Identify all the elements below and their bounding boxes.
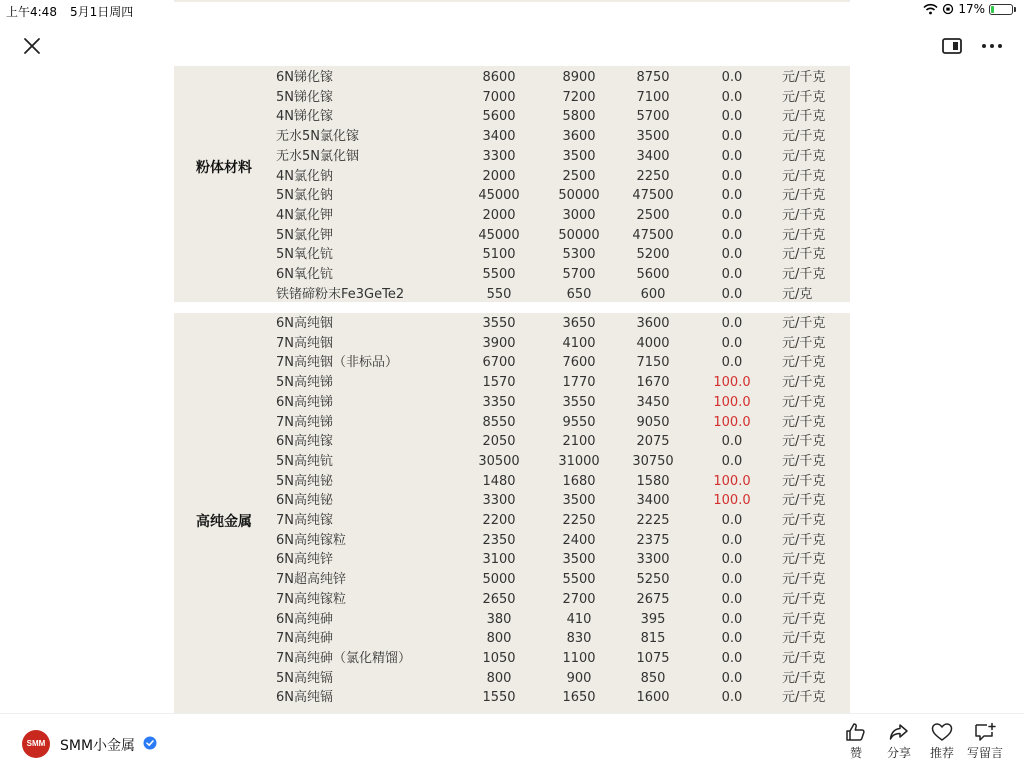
price-unit: 元/千克 xyxy=(782,572,826,588)
product-name: 无水5N氯化镓 xyxy=(276,129,359,145)
price-high: 4100 xyxy=(562,335,596,351)
product-name: 5N锑化镓 xyxy=(276,89,333,105)
price-avg: 5200 xyxy=(636,247,670,263)
product-name: 7N高纯锑 xyxy=(276,414,333,430)
price-unit: 元/千克 xyxy=(782,129,826,145)
price-high: 2500 xyxy=(562,168,596,184)
price-high: 5500 xyxy=(562,572,596,588)
price-unit: 元/千克 xyxy=(782,473,826,489)
price-avg: 3600 xyxy=(636,316,670,331)
product-name: 4N氯化钠 xyxy=(276,168,333,184)
price-change: 0.0 xyxy=(721,611,743,627)
product-name: 铁锗碲粉末Fe3GeTe2 xyxy=(276,286,405,302)
top-navigation xyxy=(0,20,1024,70)
product-name: 6N高纯锑 xyxy=(276,394,333,410)
price-change: 0.0 xyxy=(721,148,743,164)
product-name: 5N氧化钪 xyxy=(276,247,333,263)
table-row xyxy=(174,393,850,413)
price-change: 0.0 xyxy=(721,316,743,331)
price-avg: 3300 xyxy=(636,552,670,568)
price-unit: 元/千克 xyxy=(782,375,826,391)
table-row xyxy=(174,186,850,206)
price-high: 650 xyxy=(566,286,592,302)
price-low: 800 xyxy=(486,670,512,686)
price-unit: 元/千克 xyxy=(782,109,826,125)
product-name: 7N高纯砷 xyxy=(276,631,333,647)
account-name[interactable]: SMM小金属 xyxy=(60,738,136,754)
table-row xyxy=(174,491,850,511)
product-name: 6N高纯镓 xyxy=(276,434,333,450)
price-avg: 3400 xyxy=(636,148,670,164)
price-avg: 1670 xyxy=(636,375,670,391)
product-name: 5N高纯镉 xyxy=(276,670,333,686)
price-avg: 5600 xyxy=(636,267,670,282)
price-avg: 850 xyxy=(640,670,666,686)
price-unit: 元/千克 xyxy=(782,611,826,627)
price-high: 2250 xyxy=(562,513,596,528)
price-high: 2700 xyxy=(562,591,596,607)
price-unit: 元/千克 xyxy=(782,207,826,223)
table-row xyxy=(174,167,850,187)
table-row xyxy=(174,649,850,669)
price-high: 410 xyxy=(566,611,592,627)
price-avg: 47500 xyxy=(632,227,674,243)
category-label: 粉体材料 xyxy=(196,160,252,176)
price-unit: 元/千克 xyxy=(782,690,826,706)
price-unit: 元/千克 xyxy=(782,650,826,666)
price-unit: 元/千克 xyxy=(782,414,826,430)
price-unit: 元/千克 xyxy=(782,670,826,686)
price-high: 1770 xyxy=(562,375,596,391)
price-low: 7000 xyxy=(482,89,516,105)
price-low: 2650 xyxy=(482,591,516,607)
product-name: 7N超高纯锌 xyxy=(276,572,346,588)
price-avg: 7100 xyxy=(636,89,670,105)
price-low: 8600 xyxy=(482,70,516,85)
more-options-button[interactable] xyxy=(978,34,1006,58)
table-row xyxy=(174,590,850,610)
section-high-purity-metals xyxy=(174,313,850,713)
price-unit: 元/克 xyxy=(782,286,813,302)
price-change: 0.0 xyxy=(721,690,743,706)
table-row xyxy=(174,334,850,354)
product-name: 7N高纯砷（氯化精馏） xyxy=(276,650,411,666)
price-low: 3400 xyxy=(482,129,516,145)
product-name: 7N高纯铟 xyxy=(276,335,333,351)
price-low: 5600 xyxy=(482,109,516,125)
price-change: 0.0 xyxy=(721,109,743,125)
price-avg: 815 xyxy=(640,631,666,647)
price-high: 50000 xyxy=(558,227,600,243)
price-change: 0.0 xyxy=(721,207,743,223)
price-change: 0.0 xyxy=(721,591,743,607)
price-low: 2000 xyxy=(482,168,516,184)
price-change: 0.0 xyxy=(721,355,743,371)
price-unit: 元/千克 xyxy=(782,513,826,528)
comment-button[interactable] xyxy=(963,722,1007,761)
price-high: 50000 xyxy=(558,188,600,204)
product-name: 5N氯化钠 xyxy=(276,188,333,204)
product-name: 6N氧化钪 xyxy=(276,267,333,282)
account-avatar[interactable]: SMM xyxy=(22,730,50,758)
price-avg: 7150 xyxy=(636,355,670,371)
table-row xyxy=(174,206,850,226)
share-label: 分享 xyxy=(886,746,911,760)
price-high: 5800 xyxy=(562,109,596,125)
product-name: 6N锑化镓 xyxy=(276,70,333,85)
price-avg: 1600 xyxy=(636,690,670,706)
price-unit: 元/千克 xyxy=(782,148,826,164)
price-avg: 8750 xyxy=(636,70,670,85)
price-low: 3350 xyxy=(482,394,516,410)
price-high: 5700 xyxy=(562,267,596,282)
price-change: 0.0 xyxy=(721,188,743,204)
price-low: 8550 xyxy=(482,414,516,430)
wifi-icon xyxy=(923,3,938,15)
price-unit: 元/千克 xyxy=(782,316,826,331)
price-avg: 3500 xyxy=(636,129,670,145)
price-avg: 1580 xyxy=(636,473,670,489)
product-name: 6N高纯镓粒 xyxy=(276,532,346,548)
price-low: 1570 xyxy=(482,375,516,391)
section-powder-materials xyxy=(174,66,850,302)
thumbs-up-icon xyxy=(845,722,867,742)
price-avg: 2500 xyxy=(636,207,670,223)
price-low: 550 xyxy=(486,286,512,302)
heart-icon xyxy=(931,722,953,742)
price-unit: 元/千克 xyxy=(782,532,826,548)
price-low: 3300 xyxy=(482,148,516,164)
table-row xyxy=(174,314,850,334)
status-time: 上午4:48 xyxy=(6,5,57,19)
table-row xyxy=(174,570,850,590)
price-avg: 5250 xyxy=(636,572,670,588)
price-low: 3100 xyxy=(482,552,516,568)
price-change: 100.0 xyxy=(713,414,751,430)
share-icon xyxy=(888,722,910,742)
price-high: 900 xyxy=(566,670,592,686)
price-high: 830 xyxy=(566,631,592,647)
price-change: 0.0 xyxy=(721,70,743,85)
price-high: 2100 xyxy=(562,434,596,450)
price-unit: 元/千克 xyxy=(782,168,826,184)
price-high: 7600 xyxy=(562,355,596,371)
price-low: 2050 xyxy=(482,434,516,450)
like-label: 赞 xyxy=(849,746,862,760)
product-name: 6N高纯镉 xyxy=(276,690,333,706)
price-low: 45000 xyxy=(478,188,520,204)
price-high: 1650 xyxy=(562,690,596,706)
table-row xyxy=(174,432,850,452)
table-row xyxy=(174,511,850,531)
price-unit: 元/千克 xyxy=(782,227,826,243)
table-row xyxy=(174,107,850,127)
price-change: 0.0 xyxy=(721,89,743,105)
price-change: 100.0 xyxy=(713,473,751,489)
product-name: 无水5N氯化铟 xyxy=(276,148,359,164)
price-high: 7200 xyxy=(562,89,596,105)
table-row xyxy=(174,373,850,393)
product-name: 6N高纯锌 xyxy=(276,552,333,568)
product-name: 6N高纯铋 xyxy=(276,493,333,509)
price-unit: 元/千克 xyxy=(782,631,826,647)
price-unit: 元/千克 xyxy=(782,552,826,568)
price-unit: 元/千克 xyxy=(782,89,826,105)
price-high: 3550 xyxy=(562,394,596,410)
table-row xyxy=(174,531,850,551)
table-row xyxy=(174,688,850,708)
price-unit: 元/千克 xyxy=(782,188,826,204)
price-change: 100.0 xyxy=(713,493,751,509)
price-avg: 4000 xyxy=(636,335,670,351)
price-avg: 2375 xyxy=(636,532,670,548)
product-name: 5N高纯铋 xyxy=(276,473,333,489)
price-high: 31000 xyxy=(558,453,600,469)
price-unit: 元/千克 xyxy=(782,335,826,351)
product-name: 5N高纯钪 xyxy=(276,453,333,469)
price-low: 30500 xyxy=(478,453,520,469)
price-unit: 元/千克 xyxy=(782,394,826,410)
close-icon xyxy=(20,34,44,58)
price-low: 5500 xyxy=(482,267,516,282)
product-name: 6N高纯铟 xyxy=(276,316,333,331)
price-low: 1480 xyxy=(482,473,516,489)
table-row xyxy=(174,68,850,88)
price-low: 45000 xyxy=(478,227,520,243)
price-change: 0.0 xyxy=(721,650,743,666)
price-high: 2400 xyxy=(562,532,596,548)
price-avg: 395 xyxy=(640,611,666,627)
status-date: 5月1日周四 xyxy=(70,5,134,19)
product-name: 7N高纯镓 xyxy=(276,513,333,528)
price-low: 3900 xyxy=(482,335,516,351)
reader-mode-icon xyxy=(940,34,964,58)
price-change: 100.0 xyxy=(713,394,751,410)
price-change: 0.0 xyxy=(721,168,743,184)
price-avg: 1075 xyxy=(636,650,670,666)
price-high: 3000 xyxy=(562,207,596,223)
recommend-button[interactable] xyxy=(920,722,964,761)
product-name: 4N氯化钾 xyxy=(276,207,333,223)
category-label: 高纯金属 xyxy=(196,514,252,530)
price-change: 100.0 xyxy=(713,375,751,391)
price-low: 380 xyxy=(486,611,512,627)
table-row xyxy=(174,88,850,108)
price-change: 0.0 xyxy=(721,631,743,647)
product-name: 7N高纯镓粒 xyxy=(276,591,346,607)
table-row xyxy=(174,127,850,147)
price-change: 0.0 xyxy=(721,227,743,243)
price-change: 0.0 xyxy=(721,335,743,351)
price-unit: 元/千克 xyxy=(782,591,826,607)
table-row xyxy=(174,472,850,492)
price-unit: 元/千克 xyxy=(782,355,826,371)
table-row xyxy=(174,413,850,433)
price-change: 0.0 xyxy=(721,129,743,145)
table-row xyxy=(174,265,850,285)
price-avg: 47500 xyxy=(632,188,674,204)
status-indicators xyxy=(923,2,1016,16)
price-high: 3650 xyxy=(562,316,596,331)
recommend-label: 推荐 xyxy=(929,746,954,760)
table-row xyxy=(174,245,850,265)
price-avg: 2075 xyxy=(636,434,670,450)
price-low: 3550 xyxy=(482,316,516,331)
price-low: 5000 xyxy=(482,572,516,588)
price-avg: 30750 xyxy=(632,453,674,469)
price-avg: 3450 xyxy=(636,394,670,410)
verified-badge-icon xyxy=(143,736,157,750)
price-unit: 元/千克 xyxy=(782,493,826,509)
close-button[interactable] xyxy=(20,34,44,58)
table-row xyxy=(174,550,850,570)
price-change: 0.0 xyxy=(721,453,743,469)
price-high: 3500 xyxy=(562,493,596,509)
price-high: 1100 xyxy=(562,650,596,666)
price-unit: 元/千克 xyxy=(782,70,826,85)
price-avg: 3400 xyxy=(636,493,670,509)
price-avg: 5700 xyxy=(636,109,670,125)
table-row xyxy=(174,353,850,373)
price-low: 3300 xyxy=(482,493,516,509)
price-unit: 元/千克 xyxy=(782,247,826,263)
price-low: 5100 xyxy=(482,247,516,263)
price-high: 5300 xyxy=(562,247,596,263)
price-low: 800 xyxy=(486,631,512,647)
price-change: 0.0 xyxy=(721,670,743,686)
price-low: 1550 xyxy=(482,690,516,706)
product-name: 5N高纯锑 xyxy=(276,375,333,391)
table-row xyxy=(174,610,850,630)
price-avg: 2250 xyxy=(636,168,670,184)
product-name: 4N锑化镓 xyxy=(276,109,333,125)
bottom-action-bar xyxy=(0,713,1024,768)
battery-icon xyxy=(989,4,1013,15)
table-row xyxy=(174,452,850,472)
table-row xyxy=(174,147,850,167)
price-low: 2000 xyxy=(482,207,516,223)
product-name: 7N高纯铟（非标品） xyxy=(276,355,398,371)
price-unit: 元/千克 xyxy=(782,434,826,450)
price-change: 0.0 xyxy=(721,572,743,588)
price-avg: 2225 xyxy=(636,513,670,528)
price-change: 0.0 xyxy=(721,513,743,528)
price-change: 0.0 xyxy=(721,267,743,282)
comment-icon xyxy=(973,722,997,742)
share-button[interactable] xyxy=(877,722,921,761)
table-row xyxy=(174,285,850,305)
price-low: 1050 xyxy=(482,650,516,666)
price-change: 0.0 xyxy=(721,434,743,450)
comment-label: 写留言 xyxy=(966,746,1003,760)
table-row xyxy=(174,669,850,689)
status-bar xyxy=(0,0,1024,20)
product-name: 6N高纯砷 xyxy=(276,611,333,627)
price-low: 6700 xyxy=(482,355,516,371)
price-high: 8900 xyxy=(562,70,596,85)
like-button[interactable] xyxy=(834,722,878,761)
battery-percent: 17% xyxy=(958,2,985,16)
price-unit: 元/千克 xyxy=(782,267,826,282)
price-high: 3500 xyxy=(562,552,596,568)
price-change: 0.0 xyxy=(721,247,743,263)
price-high: 9550 xyxy=(562,414,596,430)
table-row xyxy=(174,226,850,246)
reader-mode-button[interactable] xyxy=(940,34,964,58)
price-high: 3500 xyxy=(562,148,596,164)
price-change: 0.0 xyxy=(721,286,743,302)
price-low: 2200 xyxy=(482,513,516,528)
price-avg: 2675 xyxy=(636,591,670,607)
price-avg: 9050 xyxy=(636,414,670,430)
price-high: 1680 xyxy=(562,473,596,489)
price-high: 3600 xyxy=(562,129,596,145)
more-dots-icon xyxy=(978,34,1006,58)
orientation-lock-icon xyxy=(942,3,954,15)
price-unit: 元/千克 xyxy=(782,453,826,469)
price-change: 0.0 xyxy=(721,532,743,548)
product-name: 5N氯化钾 xyxy=(276,227,333,243)
table-row xyxy=(174,629,850,649)
battery-cap xyxy=(1014,7,1016,12)
price-change: 0.0 xyxy=(721,552,743,568)
price-avg: 600 xyxy=(640,286,666,302)
price-low: 2350 xyxy=(482,532,516,548)
